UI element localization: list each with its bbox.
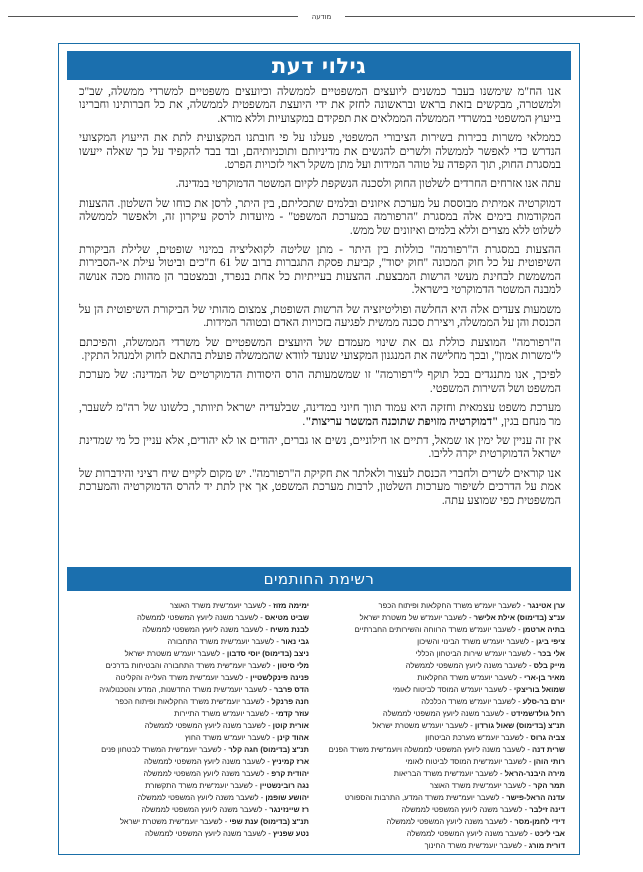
signatory-role: - לשעבר יועמ"ש משרד החקלאות ופיתוח הכפר	[378, 601, 528, 610]
signatory-role: - לשעבר יועמ"ש משטרת ישראל	[124, 649, 227, 658]
signatory-name: ארז קמיניץ	[271, 757, 309, 766]
paragraph: דמוקרטיה אמיתית מבוססת על מערכת איזונים ובלמים שתכליתם, בין היתר, לרסן את כוחו של השלטון. ההצעות המקודמות בימים אלה במסגרת "הרפורמה במערכת המשפט" - מיועדות לרסק עיקרון זה, ולאפשר לממשלה לשלוט ללא מצרים וללא בלמים ואיזונים של ממש.	[79, 197, 561, 237]
signatory-role: - לשעבר יועמ"שית המשרד לבטחון פנים	[101, 745, 229, 754]
signatory-row	[327, 708, 565, 720]
signatory-name: יהודית קרפ	[271, 769, 309, 778]
title-banner	[67, 51, 571, 80]
signatory-name: מלי סיטון	[277, 661, 309, 670]
signatory-row	[71, 660, 309, 672]
signatory-name: עוזר קדמי	[275, 709, 309, 718]
signatory-row	[71, 780, 309, 792]
signatory-name: שמואל בוריצקי	[513, 685, 565, 694]
signatory-name: תנ"צ (בדימוס) חגה קלר	[228, 745, 309, 754]
signatory-row	[71, 816, 309, 828]
signatory-name: יהושע שופמן	[265, 793, 309, 802]
signatory-role: - לשעבר יועמ"שית משרד התחבורה	[167, 637, 281, 646]
signatory-row	[71, 732, 309, 744]
signatory-row	[327, 636, 565, 648]
signatory-row	[327, 624, 565, 636]
signatory-name: אלי בכר	[537, 649, 565, 658]
signatory-row	[327, 672, 565, 684]
statement-body	[79, 86, 561, 514]
paragraph: עתה אנו אזרחים החרדים לשלטון החוק ולסכנה הנשקפת לקיום המשטר הדמוקרטי במדינה.	[175, 178, 561, 191]
signatory-role: - לשעבר יועמ"שית משרד האוצר	[169, 601, 274, 610]
signatory-row	[71, 672, 309, 684]
signatory-role: - לשעבר משנה ליועץ המשפטי לממשלה	[144, 829, 273, 838]
signatory-role: - לשעבר יועמ"ש משטרת ישראל	[372, 721, 475, 730]
signatory-name: ימימה מזוז	[273, 601, 309, 610]
signatory-name: שרית דנה	[531, 745, 565, 754]
signatory-role: - לשעבר יועמ"שית משרד האוצר	[429, 781, 534, 790]
header-rule-right	[345, 16, 635, 17]
signatory-row	[327, 816, 565, 828]
signatory-row	[327, 792, 565, 804]
signatory-name: אורית קוטן	[272, 721, 309, 730]
signatory-name: חנה פרנקל	[271, 697, 309, 706]
ad-title: גילוי דעת	[271, 53, 367, 78]
signatory-name: דידי לחמן-מסר	[514, 817, 565, 826]
signatory-name: צביה גרוס	[530, 733, 565, 742]
signatory-role: - לשעבר יועמ"שית המוסד לביטוח לאומי	[405, 757, 534, 766]
signatory-row	[327, 756, 565, 768]
signatory-role: - לשעבר יועמ"שית משטרת ישראל	[119, 817, 230, 826]
signatory-row	[327, 660, 565, 672]
signatory-name: דורית מורג	[528, 841, 565, 850]
signatory-row	[71, 696, 309, 708]
signatory-name: תנ"צ (בדימוס) שאול גורדון	[474, 721, 565, 730]
signatory-role: - לשעבר משנה ליועץ המשפטי לממשלה	[142, 625, 271, 634]
signatory-name: רותי הוהן	[533, 757, 565, 766]
signatory-name: רז שיינזינגר	[269, 805, 309, 814]
signatory-row	[71, 600, 309, 612]
signatory-name: יורם בר-סלע	[522, 697, 565, 706]
signatories-list	[71, 600, 565, 852]
paragraph: משמעות צעדים אלה היא החלשה ופוליטיזציה של הרשות השופטת, צמצום מהותי של הביקורת השיפוטית הן על הכנסת והן על הממשלה, ויצירת סכנה ממשית לפגיעה בזכויות האדם ובטוהר המידות.	[79, 303, 561, 330]
signatory-role: - לשעבר יועמ"שית משרד החקלאות ופיתוח הכפר	[115, 697, 272, 706]
signatory-role: - לשעבר משנה ליועץ המשפטי לממשלה	[382, 709, 511, 718]
signatories-banner	[67, 567, 571, 591]
signatory-name: שביט מטיאס	[264, 613, 309, 622]
signatory-role: - לשעבר יועמ"ש שירות הביטחון הכללי	[415, 649, 538, 658]
signatory-name: עדנה הראל-פישר	[506, 793, 565, 802]
signatory-row	[71, 756, 309, 768]
signatory-row	[327, 768, 565, 780]
signatories-column-left	[71, 600, 309, 852]
signatory-row	[71, 636, 309, 648]
signatory-name: לבנת משיח	[270, 625, 309, 634]
signatory-role: - לשעבר משנה ליועץ המשפטי לממשלה	[137, 793, 266, 802]
signatory-role: - לשעבר יועמ"ש משרד הבינוי והשיכון	[417, 637, 536, 646]
signatory-row	[327, 744, 565, 756]
signatory-role: - לשעבר יועמ"ש משרד החוץ	[185, 733, 278, 742]
signatory-role: - לשעבר יועמ"שית משרד הבריאות	[393, 769, 505, 778]
signatory-role: - לשעבר יועמ"ש המוסד לביטוח לאומי	[392, 685, 514, 694]
paragraph-quote: מערכת משפט עצמאית וחזקה היא עמוד תווך חיוני במדינה, שבלעדיה ישראל תיוותר, כלשונו של רה"מ לשעבר, מר מנחם בגין, "דמוקרטיה מזויפת שתוכנה המשטר עריצות".	[79, 402, 561, 428]
paragraph: אין זה עניין של ימין או שמאל, דתיים או חילוניים, נשים או גברים, יהודים או לא יהודים, אלא עניין כל מי שמדינת ישראל הדמוקרטית יקרה לליבו.	[79, 434, 561, 461]
signatory-row	[327, 600, 565, 612]
signatory-role: - לשעבר יועמ"שית משרד המדע, התרבות והספורט	[344, 793, 507, 802]
signatory-name: אבי ליכט	[534, 829, 565, 838]
signatory-role: - לשעבר יועמ"ש של משטרת ישראל	[359, 613, 474, 622]
signatory-role: - לשעבר יועמ"שית משרד החינוך	[424, 841, 529, 850]
signatory-row	[71, 720, 309, 732]
signatory-row	[327, 684, 565, 696]
signatory-role: - לשעבר משנה ליועץ המשפטי לממשלה	[136, 613, 265, 622]
signatory-row	[327, 720, 565, 732]
signatory-name: מירה היבנר-הראל	[504, 769, 565, 778]
signatory-row	[71, 804, 309, 816]
signatory-row	[71, 708, 309, 720]
signatory-row	[327, 612, 565, 624]
signatory-row	[327, 828, 565, 840]
signatory-row	[71, 792, 309, 804]
signatory-name: הדס פרבר	[273, 685, 309, 694]
paragraph: ה"רפורמה" המוצעת כוללת גם את שינוי מעמדם של היועצים המשפטיים של משרדי הממשלה, והפיכתם ל"משרות אמון", ובכך מחלישה את המנגנון המקצועי שנועד לוודא שהממשלה פועלת בהתאם לחוק ולמנהל התקין.	[79, 336, 561, 362]
page-header	[0, 10, 643, 24]
signatory-role: - לשעבר יועמ"ש משרד התיירות	[174, 709, 276, 718]
paragraph: אנו הח"מ שימשנו בעבר כמשנים ליועצים המשפטיים לממשלה וכיועצים משפטיים למשרדי ממשלה, שב"כ ולמשטרה, מבקשים בזאת בראש ובראשונה לחזק את ידי היועצת המשפטית לממשלה, את כל חברותינו וחברינו בייעוץ המשפטי במשרדי הממשלה הממלאים את תפקידם במקצועיות וללא מורא.	[79, 86, 561, 125]
header-label: מודעה	[308, 13, 335, 21]
signatory-name: גבי נאור	[280, 637, 309, 646]
signatories-column-right	[327, 600, 565, 852]
signatory-name: תנ"צ (בדימוס) ענת שפי	[229, 817, 309, 826]
signatory-role: - לשעבר יועמ"ש משרד הרווחה והשירותים החברתיים	[354, 625, 523, 634]
signatory-name: תמר הקר	[533, 781, 565, 790]
signatory-name: פנינה פינקלשטיין	[250, 673, 309, 682]
signatory-row	[71, 744, 309, 756]
signatory-row	[327, 804, 565, 816]
signatory-name: אהוד קינן	[277, 733, 309, 742]
signatory-role: - לשעבר משנה ליועץ המשפטי לממשלה	[144, 721, 273, 730]
signatory-role: - לשעבר משנה ליועץ המשפטי לממשלה	[406, 829, 535, 838]
signatory-role: - לשעבר יועמ"ש מערכת הביטחון	[425, 733, 531, 742]
signatory-name: מאיר בן-ארי	[524, 673, 565, 682]
signatory-row	[71, 828, 309, 840]
signatory-role: - לשעבר משנה ליועץ המשפטי לממשלה	[141, 805, 270, 814]
signatory-role: - לשעבר משנה ליועץ המשפטי לממשלה	[143, 769, 272, 778]
signatory-row	[71, 624, 309, 636]
signatory-role: - לשעבר יועמ"ש משרד הכלכלה	[421, 697, 523, 706]
signatory-name: ערן אטינגר	[527, 601, 565, 610]
signatory-row	[71, 648, 309, 660]
paragraph: ההצעות במסגרת ה"רפורמה" כוללות בין היתר - מתן שליטה לקואליציה במינוי שופטים, שלילת הביקורת השיפוטית על כל חוק המכונה "חוק יסוד", קביעת פסקת התגברות ברוב של 61 ח"כים וביטול עילת אי-הסבירות המשמשת לבחינת מעשי הרשות המבצעת. ההצעות בעייתיות כל אחת בנפרד, ובמצטבר הן מהוות מכה אנושה למבנה המשטר הדמוקרטי בישראל.	[79, 244, 561, 297]
signatory-name: ענ"צ (בדימוס) אילת אלישר	[473, 613, 565, 622]
signatory-name: רחל גולדשמידט	[510, 709, 565, 718]
signatory-name: נגה רובינשטיין	[259, 781, 309, 790]
signatory-name: ציפי ביגן	[535, 637, 565, 646]
paragraph: אנו קוראים לשרים ולחברי הכנסת לעצור ולאלתר את חקיקת ה"רפורמה". יש מקום לקיים שיח רציני והידברות של אמת על הדרכים לשיפור מערכות השלטון, לרבות מערכת המשפט, אך אין לתת יד להרס הדמוקרטיה והמערכת המשפטית כפי שמוצע עתה.	[79, 467, 561, 507]
signatory-role: - לשעבר משנה ליועץ המשפטי לממשלה	[386, 817, 515, 826]
signatory-name: מייק בלס	[533, 661, 565, 670]
signatory-role: - לשעבר משנה ליועץ המשפטי לממשלה	[405, 661, 534, 670]
signatory-row	[327, 840, 565, 852]
signatories-title: רשימת החותמים	[263, 570, 375, 588]
signatory-row	[71, 768, 309, 780]
signatory-role: - לשעבר משנה ליועץ המשפטי לממשלה	[144, 757, 272, 766]
signatory-row	[327, 696, 565, 708]
paragraph: לפיכך, אנו מתנגדים בכל תוקף ל"רפורמה" זו שמשמעותה הרס היסודות הדמוקרטיים של המדינה: של מערכת המשפט ושל השירות המשפטי.	[79, 369, 561, 395]
signatory-row	[71, 612, 309, 624]
signatory-name: בתיה ארטמן	[522, 625, 565, 634]
paragraph: כממלאי משרות בכירות בשירות הציבורי המשפטי, פעלנו על פי חובתנו המקצועית לתת את הייעוץ המקצועי הנדרש כדי לאפשר לממשלה ולשרים להגשים את מדיניותם ותוכניותיהם, ובד בבד להקפיד על כך שאלה ייעשו במסגרת החוק, תוך הקפדה על טוהר המידות ועל מתן משקל ראוי לזכויות הפרט.	[79, 132, 561, 172]
signatory-role: - לשעבר משנה ליועץ המשפטי לממשלה	[401, 805, 530, 814]
signatory-name: ניצב (בדימוס) יוסי סדבון	[226, 649, 309, 658]
signatory-name: נטע שפניץ	[272, 829, 309, 838]
signatory-role: - לשעבר יועמ"שית משרד התקשורת	[145, 781, 260, 790]
signatory-row	[327, 732, 565, 744]
signatory-role: - לשעבר יועמ"ש משרד החקלאות	[417, 673, 524, 682]
signatory-role: - לשעבר יועמ"שית משרד התחבורה והבטיחות בדרכים	[105, 661, 278, 670]
quote-bold: "דמוקרטיה מזויפת שתוכנה המשטר עריצות"	[305, 415, 499, 428]
header-rule-left	[8, 16, 298, 17]
signatory-name: דינה זילבר	[529, 805, 565, 814]
ad-frame	[58, 43, 580, 855]
signatory-row	[327, 780, 565, 792]
signatory-role: - לשעבר משנה ליועץ המשפטי לממשלה ויועמ"שית משרד הפנים	[328, 745, 532, 754]
signatory-role: - לשעבר יועמ"שית משרד החדשנות, המדע והטכנולוגיה	[99, 685, 274, 694]
signatory-row	[71, 684, 309, 696]
signatory-role: - לשעבר יועמ"שית משרד העלייה והקליטה	[115, 673, 251, 682]
signatory-row	[327, 648, 565, 660]
